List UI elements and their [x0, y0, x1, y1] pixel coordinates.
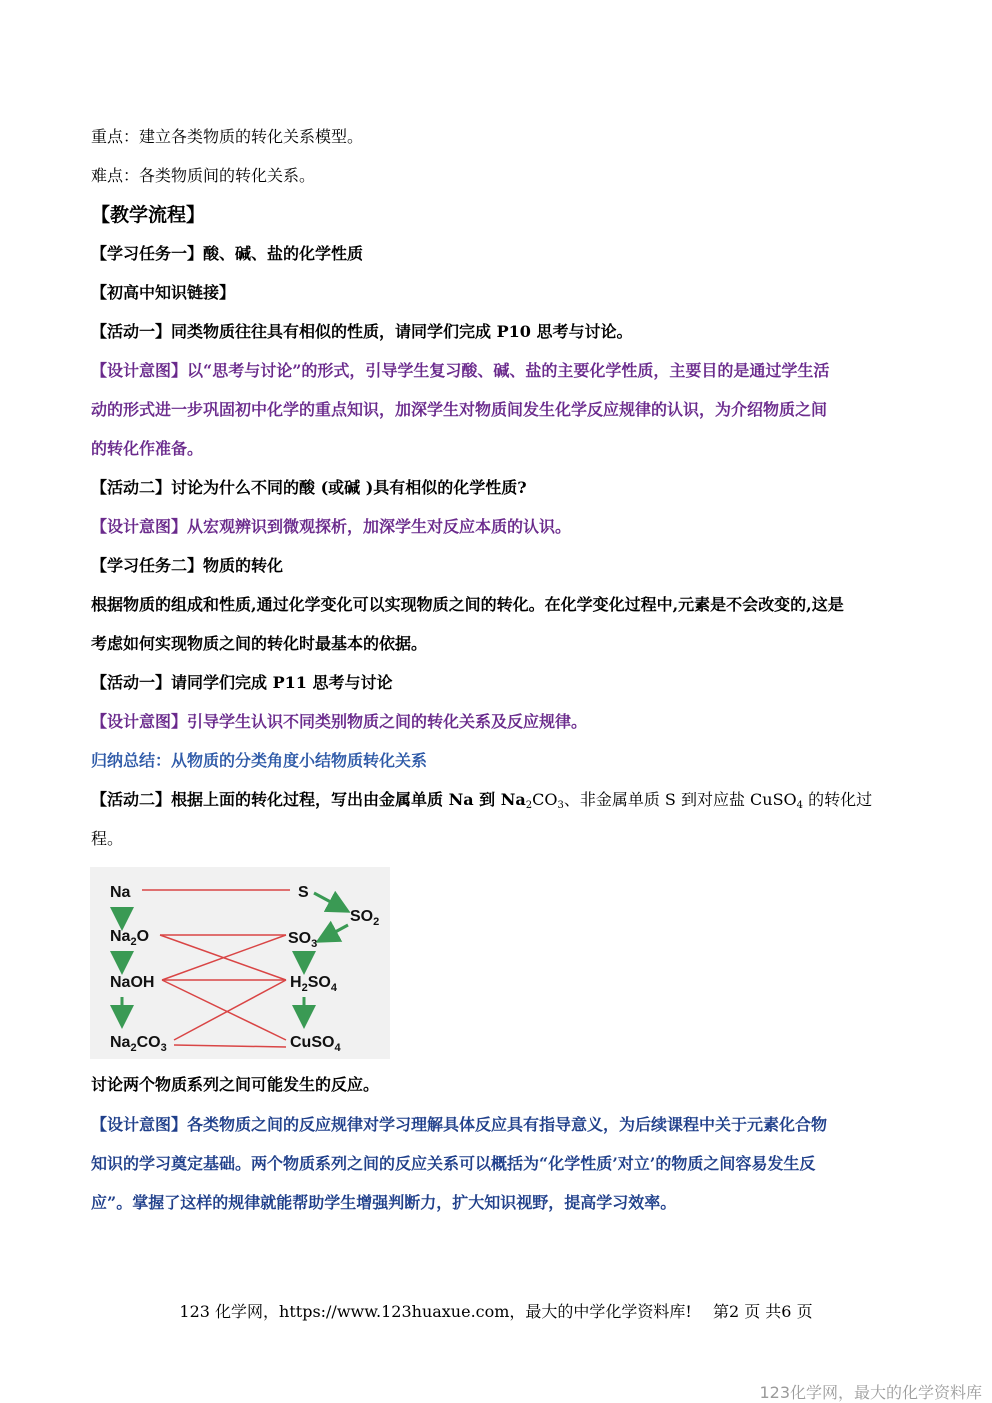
line-na2co3-h2so4	[174, 980, 286, 1040]
design-intent-2: 【设计意图】从宏观辨识到微观探析，加深学生对反应本质的认识。	[91, 517, 572, 536]
paragraph-line1: 根据物质的组成和性质,通过化学变化可以实现物质之间的转化。在化学变化过程中,元素是不会改变的,这是	[91, 595, 844, 614]
label-so2: $SO_2$	[350, 908, 380, 928]
section-teaching-flow: 【教学流程】	[91, 204, 206, 226]
activity3: 【活动一】请同学们完成 P11 思考与讨论	[91, 673, 393, 692]
knowledge-link-heading: 【初高中知识链接】	[91, 283, 236, 302]
design-intent-1-line2: 动的形式进一步巩固初中化学的重点知识，加深学生对物质间发生化学反应规律的认识，为介绍物质之间	[91, 400, 828, 419]
line-naoh-cuso4	[162, 980, 286, 1040]
activity1: 【活动一】同类物质往往具有相似的性质，请同学们完成 P10 思考与讨论。	[91, 322, 633, 341]
label-na2o: $Na_2O$	[110, 928, 150, 948]
summary: 归纳总结：从物质的分类角度小结物质转化关系	[91, 751, 428, 770]
task2-heading: 【学习任务二】物质的转化	[91, 556, 284, 575]
activity4-line1	[91, 790, 911, 810]
key-point: 重点：建立各类物质的转化关系模型。	[91, 127, 364, 146]
design-intent-4-line1: 【设计意图】各类物质之间的反应规律对学习理解具体反应具有指导意义，为后续课程中关于元素化合物	[91, 1115, 828, 1134]
line-na2co3-cuso4	[174, 1045, 286, 1047]
page-footer: 123 化学网，https://www.123huaxue.com，最大的中学化学资料库! 第2 页 共6 页	[179, 1302, 813, 1321]
discussion: 讨论两个物质系列之间可能发生的反应。	[91, 1075, 380, 1094]
design-intent-1-line1: 【设计意图】以“思考与讨论”的形式，引导学生复习酸、碱、盐的主要化学性质，主要目的是通过学生活	[91, 361, 830, 380]
conversion-diagram	[90, 867, 390, 1059]
subscript: 2	[525, 800, 533, 811]
label-na2co3: $Na_2CO_3$	[110, 1034, 167, 1054]
label-so3: $SO_3$	[288, 930, 318, 950]
label-s: S	[298, 884, 309, 901]
label-na: Na	[110, 884, 131, 901]
subscript: 3	[557, 800, 564, 811]
activity4-suffix: 的转化过	[803, 790, 873, 809]
label-cuso4: CuSO$_4$	[290, 1034, 341, 1054]
activity4-line2: 程。	[91, 829, 124, 848]
design-intent-3: 【设计意图】引导学生认识不同类别物质之间的转化关系及反应规律。	[91, 712, 588, 731]
formula-part: 、非金属单质 S 到对应盐 CuSO	[563, 790, 797, 809]
difficulty: 难点：各类物质间的转化关系。	[91, 166, 316, 185]
arrow-so2-so3	[326, 925, 348, 937]
watermark: 123化学网，最大的化学资料库	[759, 1383, 982, 1402]
design-intent-4-line3: 应”。掌握了这样的规律就能帮助学生增强判断力，扩大知识视野，提高学习效率。	[91, 1193, 677, 1212]
design-intent-4-line2: 知识的学习奠定基础。两个物质系列之间的反应关系可以概括为“化学性质’对立’的物质之间容易发生反	[91, 1154, 816, 1173]
subscript: 4	[796, 800, 804, 811]
arrow-s-so2	[314, 893, 340, 907]
label-naoh: NaOH	[110, 974, 155, 991]
activity4-prefix: 【活动二】根据上面的转化过程，写出由金属单质 Na 到 Na	[91, 790, 526, 809]
design-intent-1-line3: 的转化作准备。	[91, 439, 204, 458]
activity2: 【活动二】讨论为什么不同的酸 (或碱 )具有相似的化学性质?	[91, 478, 527, 497]
paragraph-line2: 考虑如何实现物质之间的转化时最基本的依据。	[91, 634, 428, 653]
task1-heading: 【学习任务一】酸、碱、盐的化学性质	[91, 244, 364, 263]
conversion-diagram-svg	[90, 867, 390, 1059]
formula-part: CO	[532, 790, 558, 809]
label-h2so4: $H_2SO_4$	[290, 974, 337, 994]
